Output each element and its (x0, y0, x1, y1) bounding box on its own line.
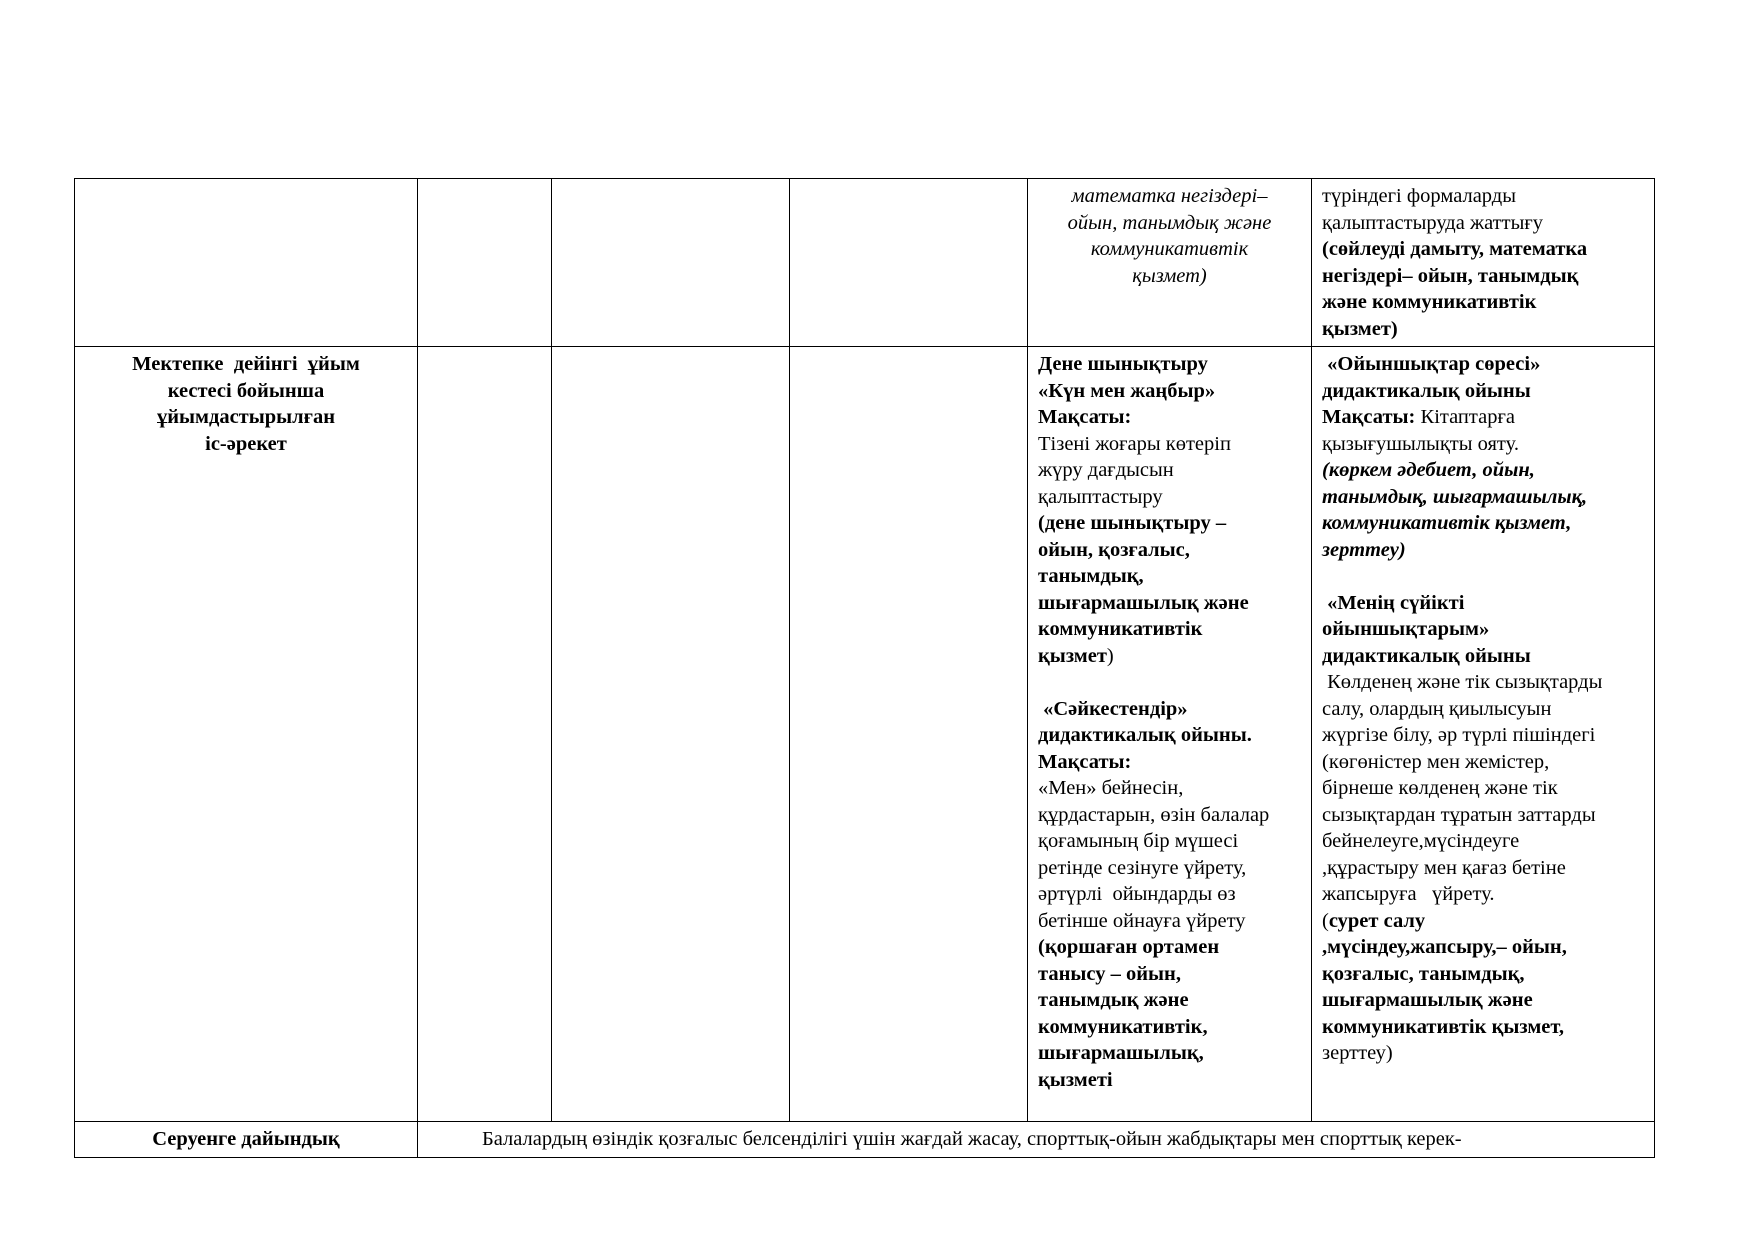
text-line: математка негіздері– (1071, 185, 1268, 207)
text-line: қалыптастыру (1038, 485, 1163, 508)
row1-cell-2 (418, 179, 552, 347)
activity-title: дидактикалық ойыны (1322, 379, 1531, 402)
row1-label-cell (75, 179, 418, 347)
text-line (1038, 643, 1301, 670)
text-fragment: ) (1106, 644, 1114, 667)
row2-cell-4 (790, 347, 1028, 1122)
text-line: (дене шынықтыру – (1038, 512, 1227, 534)
activity-title: ойыншықтарым» (1322, 618, 1490, 640)
text-line: негіздері– ойын, танымдық (1322, 264, 1579, 287)
text-line: қызмет) (1132, 264, 1207, 287)
aim-label: Мақсаты: (1322, 406, 1416, 428)
text-line: ,құрастыру мен қағаз бетіне (1322, 856, 1566, 879)
text-line: Көлденең және тік сызықтарды (1322, 671, 1603, 693)
text-line: әртүрлі ойындарды өз (1038, 883, 1236, 905)
activity-title: дидактикалық ойыны (1322, 644, 1531, 667)
spacer (1322, 563, 1644, 590)
text-line: қалыптастыруда жаттығу (1322, 211, 1544, 234)
text-line: ойын, танымдық және (1067, 211, 1272, 234)
text-line: қызмет) (1322, 317, 1398, 340)
row1-cell-5 (1028, 179, 1312, 347)
table-row (75, 179, 1655, 347)
text-line: (көркем әдебиет, ойын, (1322, 459, 1535, 481)
row-label-line: кестесі бойынша (167, 379, 325, 402)
text-line: шығармашылық, (1038, 1042, 1204, 1064)
row-label-line: Мектепке дейінгі ұйым (132, 353, 360, 375)
text-line: жапсыруға үйрету. (1322, 883, 1495, 905)
text-line: танымдық, (1038, 565, 1144, 587)
text-line: құрдастарын, өзін балалар (1038, 803, 1270, 826)
text-line: бірнеше көлденең және тік (1322, 777, 1558, 799)
text-line: танысу – ойын, (1038, 962, 1181, 985)
row1-cell-3 (552, 179, 790, 347)
text-line: қызметі (1038, 1068, 1113, 1091)
text-line: және коммуникативтік (1322, 291, 1537, 313)
text-line: салу, олардың қиылысуын (1322, 697, 1552, 720)
text-line: зерттеу) (1322, 538, 1406, 561)
activity-title: Дене шынықтыру (1038, 353, 1208, 375)
text-line: бетінше ойнауға үйрету (1038, 909, 1246, 932)
schedule-table (74, 178, 1655, 1158)
text-line: зерттеу) (1322, 1042, 1393, 1064)
row3-label-cell: Серуенге дайындық (75, 1122, 418, 1158)
row1-cell-4 (790, 179, 1028, 347)
text-line: коммуникативтік қызмет, (1322, 1015, 1565, 1038)
text-line: (сөйлеуді дамыту, математка (1322, 238, 1588, 260)
text-fragment: ( (1322, 909, 1329, 932)
activity-title: дидактикалық ойыны. (1038, 724, 1252, 746)
row1-cell-6 (1312, 179, 1655, 347)
activity-title: «Күн мен жаңбыр» (1038, 379, 1216, 402)
text-line: ,мүсіндеу,жапсыру,– ойын, (1322, 936, 1567, 958)
row-label-line: ұйымдастырылған (156, 406, 336, 428)
text-line: бейнелеуге,мүсіндеуге (1322, 830, 1520, 852)
text-line: коммуникативтік, (1038, 1015, 1208, 1038)
activity-title: «Ойыншықтар сөресі» (1322, 353, 1541, 375)
row3-text-cell: Балалардың өзіндік қозғалыс белсенділігі үшін жағдай жасау, спорттық-ойын жабдықтары мен спорттық керек- (418, 1122, 1655, 1158)
text-line: сызықтардан тұратын заттарды (1322, 803, 1596, 826)
spacer (1038, 669, 1301, 696)
row2-cell-2 (418, 347, 552, 1122)
text-line: ойын, қозғалыс, (1038, 538, 1190, 561)
text-line: коммуникативтік (1090, 238, 1249, 260)
row2-cell-3 (552, 347, 790, 1122)
text-line: коммуникативтік қызмет, (1322, 512, 1572, 534)
text-line: танымдық және (1038, 989, 1189, 1011)
text-line: қозғалыс, танымдық, (1322, 962, 1525, 985)
text-line: жүргізе білу, әр түрлі пішіндегі (1322, 724, 1596, 746)
text-line: жүру дағдысын (1038, 459, 1174, 481)
text-line: қоғамының бір мүшесі (1038, 830, 1239, 852)
text-fragment: сурет салу (1328, 909, 1426, 932)
text-line (1322, 404, 1644, 431)
row-label-line: іс-әрекет (205, 432, 287, 455)
text-line: коммуникативтік (1038, 618, 1203, 640)
text-line: қызығушылықты ояту. (1322, 432, 1519, 455)
aim-label: Мақсаты: (1038, 406, 1132, 428)
activity-title: «Сәйкестендір» (1038, 697, 1188, 720)
row2-cell-5 (1028, 347, 1312, 1122)
text-line: Тізені жоғары көтеріп (1038, 432, 1231, 455)
text-line: шығармашылық және (1038, 591, 1249, 614)
text-line: танымдық, шығармашылық, (1322, 485, 1588, 508)
text-fragment: Кітаптарға (1415, 406, 1515, 428)
text-line (1322, 908, 1644, 935)
text-line: түріндегі формаларды (1322, 185, 1516, 207)
text-line: (көгөністер мен жемістер, (1322, 750, 1550, 773)
text-line: «Мен» бейнесін, (1038, 777, 1184, 799)
text-fragment: қызмет (1038, 644, 1107, 667)
text-line: ретінде сезінуге үйрету, (1038, 856, 1247, 879)
text-line: шығармашылық және (1322, 989, 1533, 1011)
text-line: (қоршаған ортамен (1038, 936, 1220, 958)
row2-label-cell (75, 347, 418, 1122)
table-row (75, 1122, 1655, 1158)
table-row (75, 347, 1655, 1122)
aim-label: Мақсаты: (1038, 750, 1132, 773)
activity-title: «Менің сүйікті (1322, 591, 1465, 614)
row2-cell-6 (1312, 347, 1655, 1122)
